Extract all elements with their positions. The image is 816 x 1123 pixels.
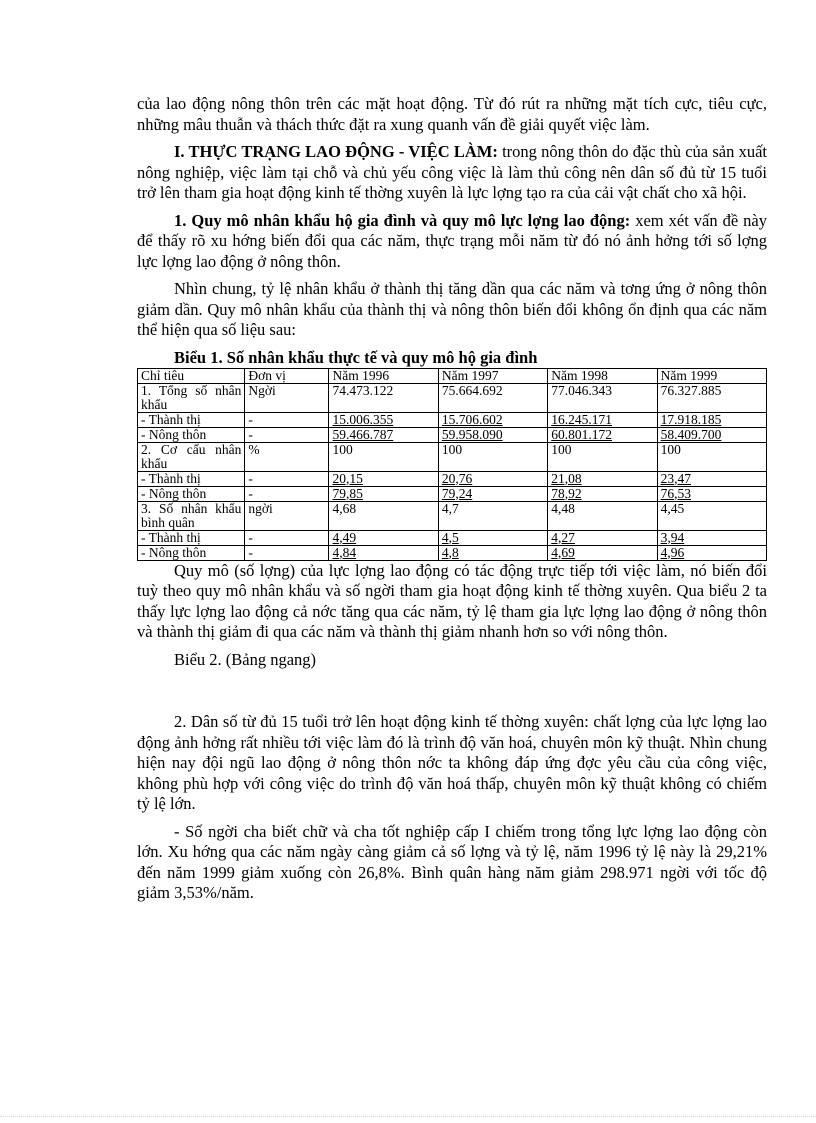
table-row [138,412,767,427]
table-header-cell: Năm 1996 [329,368,438,383]
table-cell: 74.473.122 [329,383,438,412]
body-paragraph-labor-quality: 2. Dân số từ đủ 15 tuổi trở lên hoạt động kinh tế thờng xuyên: chất lợng của lực lợng lao động ảnh hởng rất nhiều tới việc làm đó là trình độ văn hoá, chuyên môn kỹ thuật. Nhìn chung hiện nay đội ngũ lao động ở nông thôn nớc ta không đáp ứng đợc yêu cầu của công việc, không phù hợp với công việc do trình độ văn hoá thấp, chuyên môn kỹ thuật không có chiếm tỷ lệ lớn. [137,712,767,813]
table-cell: 15.706.602 [438,412,547,427]
table-cell: - [245,486,329,501]
section1-paragraph [137,142,767,204]
table-cell: 4,69 [548,545,657,560]
table-cell: 20,15 [329,471,438,486]
table-cell: 20,76 [438,471,547,486]
table-cell: 4,84 [329,545,438,560]
table-cell: 4,49 [329,530,438,545]
table-cell: 76.327.885 [657,383,766,412]
table1-caption: Biểu 1. Số nhân khẩu thực tế và quy mô hộ gia đình [174,347,538,367]
table-cell: 77.046.343 [548,383,657,412]
subsection1-text: xem xét vấn đề này để thấy rõ xu hớng biến đổi qua các năm, thực trạng mỗi năm từ đó nó ảnh hởng tới số lợng lực lợng lao động ở nông thôn. [137,210,767,271]
table-cell: 23,47 [657,471,766,486]
table-cell: - [245,471,329,486]
table-cell: 79,24 [438,486,547,501]
table-cell: - Nông thôn [138,486,245,501]
table-row [138,427,767,442]
table-cell: 4,5 [438,530,547,545]
table-cell: % [245,442,329,471]
table-row [138,545,767,560]
table-cell: 4,27 [548,530,657,545]
table-cell: 4,48 [548,501,657,530]
table-cell: 76,53 [657,486,766,501]
page-bottom-border [0,1116,816,1117]
table-header-cell: Chỉ tiêu [138,368,245,383]
table1 [137,368,767,561]
table-row [138,471,767,486]
table-cell: 2. Cơ cấu nhân khẩu [138,442,245,471]
table-row [138,486,767,501]
table-cell: 21,08 [548,471,657,486]
section1-heading: I. THỰC TRẠNG LAO ĐỘNG - VIỆC LÀM: [174,142,498,161]
table-cell: 16.245.171 [548,412,657,427]
section1-text: trong nông thôn do đặc thù của sản xuất nông nghiệp, việc làm tại chỗ và chủ yếu công việc là làm thủ công nên dân số đủ từ 15 tuổi trở lên tham gia hoạt động kinh tế thờng xuyên là lực lợng tạo ra của cải vật chất cho xã hội. [137,142,767,202]
table-row [138,530,767,545]
table-cell: 100 [548,442,657,471]
body-paragraph-illiteracy: - Số ngời cha biết chữ và cha tốt nghiệp cấp I chiếm trong tổng lực lợng lao động còn lớn. Xu hớng qua các năm ngày càng giảm cả số lợng và tỷ lệ, năm 1996 tỷ lệ này là 29,21% đến năm 1999 giảm xuống còn 26,8%. Bình quân hàng năm giảm 298.971 ngời với tốc độ giảm 3,53%/năm. [137,821,767,902]
table-cell: 4,96 [657,545,766,560]
table-cell: - [245,412,329,427]
intro-paragraph: của lao động nông thôn trên các mặt hoạt động. Từ đó rút ra những mặt tích cực, tiêu cực, những mâu thuẫn và thách thức đặt ra xung quanh vấn đề giải quyết việc làm. [137,94,767,134]
table-cell: 4,8 [438,545,547,560]
table-cell: - [245,545,329,560]
table-cell: - Nông thôn [138,545,245,560]
table-cell: 17.918.185 [657,412,766,427]
subsection1-paragraph [137,211,767,273]
table-cell: 78,92 [548,486,657,501]
table-header-cell: Năm 1998 [548,368,657,383]
body-paragraph-labor-scale: Quy mô (số lợng) của lực lợng lao động có tác động trực tiếp tới việc làm, nó biến đổi tuỳ theo quy mô nhân khẩu và số ngời tham gia hoạt động kinh tế thờng xuyên. Qua biểu 2 ta thấy lực lợng lao động cả nớc tăng qua các năm, tỷ lệ tham gia lực lợng lao động ở nông thôn và thành thị giảm đi qua các năm và thành thị giảm nhanh hơn so với nông thôn. [137,560,767,641]
table-cell: ngời [245,501,329,530]
table-row [138,501,767,530]
table2-reference: Biểu 2. (Bảng ngang) [174,649,317,669]
subsection1-heading: 1. Quy mô nhân khẩu hộ gia đình và quy mô lực lợng lao động: [174,210,631,230]
table-cell: 4,68 [329,501,438,530]
table-cell: 100 [329,442,438,471]
table-cell: Ngời [245,383,329,412]
table-cell: - [245,427,329,442]
table-cell: 1. Tổng số nhân khẩu [138,383,245,412]
table-cell: 59.958.090 [438,427,547,442]
table-cell: - Nông thôn [138,427,245,442]
table-cell: 4,45 [657,501,766,530]
table-cell: 79,85 [329,486,438,501]
table-header-cell: Năm 1997 [438,368,547,383]
table-cell: 100 [438,442,547,471]
body-paragraph-trend: Nhìn chung, tỷ lệ nhân khẩu ở thành thị tăng dần qua các năm và tơng ứng ở nông thôn giảm dần. Quy mô nhân khẩu của thành thị và nông thôn biến đổi không ổn định qua các năm thể hiện qua số liệu sau: [137,279,767,339]
table-cell: 58.409.700 [657,427,766,442]
table-cell: 15.006.355 [329,412,438,427]
table-cell: 3. Số nhân khẩu bình quân [138,501,245,530]
table1-header-row [138,368,767,383]
table-cell: - Thành thị [138,530,245,545]
table-cell: 75.664.692 [438,383,547,412]
table-cell: 59.466.787 [329,427,438,442]
table-cell: 60.801.172 [548,427,657,442]
table-row [138,442,767,471]
blank-space [137,670,767,712]
table-header-cell: Năm 1999 [657,368,766,383]
table-cell: 3,94 [657,530,766,545]
table-row [138,383,767,412]
table-header-cell: Đơn vị [245,368,329,383]
page-content [137,94,767,904]
table-cell: - [245,530,329,545]
table-cell: 4,7 [438,501,547,530]
table-cell: - Thành thị [138,412,245,427]
table-cell: 100 [657,442,766,471]
table-cell: - Thành thị [138,471,245,486]
